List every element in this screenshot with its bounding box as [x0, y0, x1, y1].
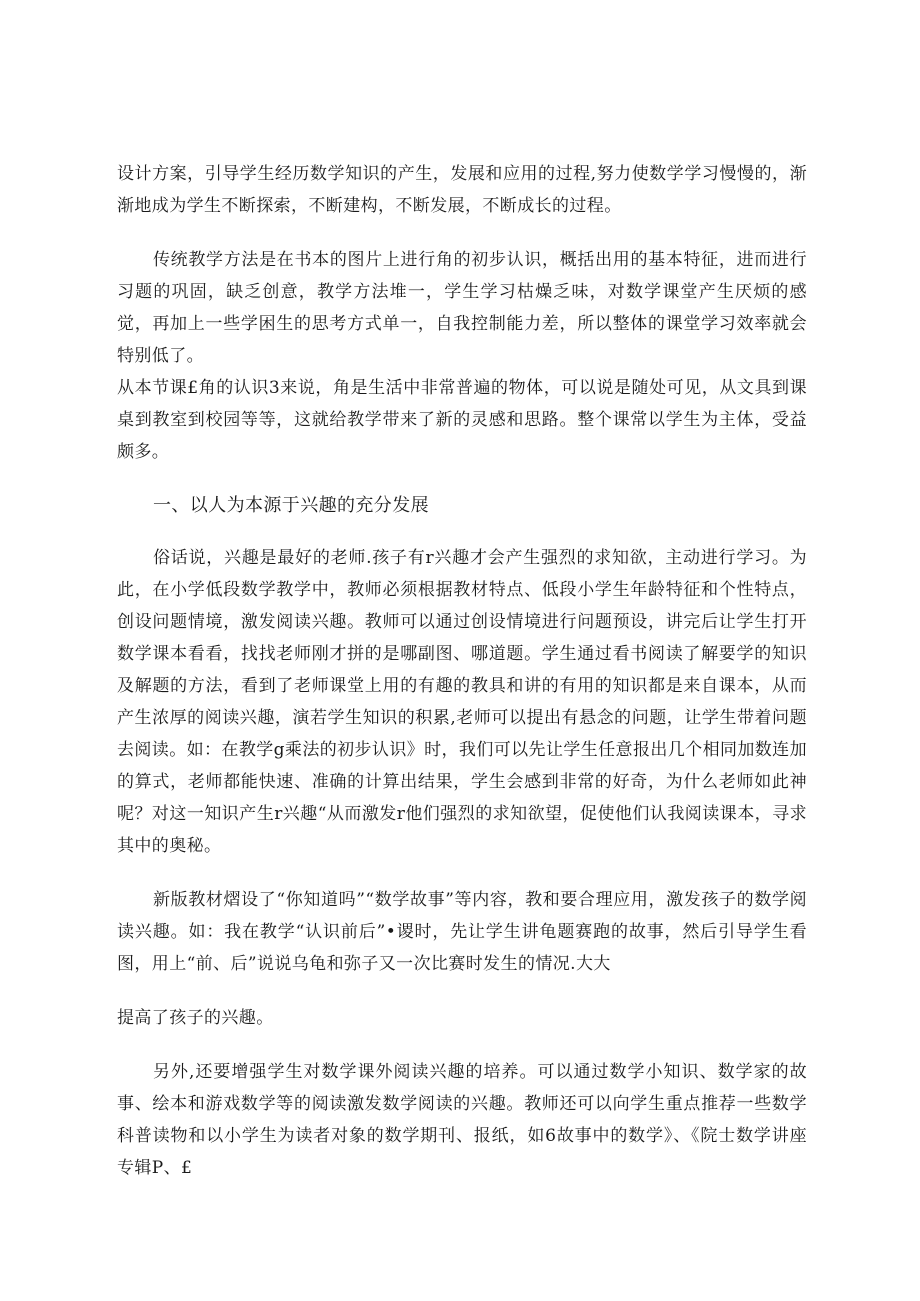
paragraph-intro-continuation: 设计方案，引导学生经历数学知识的产生，发展和应用的过程,努力使数学学习慢慢的，渐渐地成为学生不断探索，不断建构，不断发展，不断成长的过程。	[117, 164, 807, 216]
document-page	[117, 158, 807, 1184]
paragraph-interest-teacher: 俗话说，兴趣是最好的老师.孩子有r兴趣才会产生强烈的求知欲，主动进行学习。为此，在小学低段数学教学中，教师必须根据教材特点、低段小学生年龄特征和个性特点，创设问题情境，激发阅读兴趣。教师可以通过创设情境进行问题预设，讲完后让学生打开数学课本看看，找找老师刚才拼的是哪副图、哪道题。学生通过看书阅读了解要学的知识及解题的方法，看到了老师课堂上用的有趣的教具和讲的有用的知识都是来自课本，从而产生浓厚的阅读兴趣，演若学生知识的积累,老师可以提出有悬念的问题，让学生带着问题去阅读。如：在教学g乘法的初步认识》时，我们可以先让学生任意报出几个相同加数连加的算式，老师都能快速、准确的计算出结果，学生会感到非常的好奇，为什么老师如此神呢？对这一知识产生r兴趣“从而激发r他们强烈的求知欲望，促使他们认我阅读课本，寻求其中的奥秘。	[117, 548, 807, 856]
paragraph-new-textbook: 新版教材熠设了“你知道吗”“数学故事”等内容，教和要合理应用，激发孩子的数学阅读兴趣。如：我在教学“认识前后”•谡时，先让学生讲龟题赛跑的故事，然后引导学生看图，用上“前、后”说说乌龟和弥子又一次比赛时发生的情况.大大	[117, 890, 807, 974]
paragraph-improve-interest: 提高了孩子的兴趣。	[117, 1008, 274, 1028]
paragraph-extracurricular-reading: 另外,还要增强学生对数学课外阅读兴趣的培养。可以通过数学小知识、数学家的故事、绘本和游戏数学等的阅读激发数学阅读的兴趣。教师还可以向学生重点推荐一些数学科普读物和以小学生为读者对象的数学期刊、报纸，如6故事中的数学》、《院士数学讲座专辑P、£	[117, 1062, 807, 1178]
paragraph-traditional-method: 传统教学方法是在书本的图片上进行角的初步认识，概括出用的基本特征，进而进行习题的巩固，缺乏创意，教学方法堆一，学生学习枯燥乏味，对数学课堂产生厌烦的感觉，再加上一些学困生的思考方式单一，自我控制能力差，所以整体的课堂学习效率就会特别低了。	[117, 250, 807, 366]
section-heading-1: 一、以人为本源于兴趣的充分发展	[153, 495, 429, 516]
paragraph-angle-lesson: 从本节课£角的认识3来说，角是生活中非常普遍的物体，可以说是随处可见，从文具到课桌到教室到校园等等，这就给教学带来了新的灵感和思路。整个课常以学生为主体，受益颇多。	[117, 378, 807, 462]
